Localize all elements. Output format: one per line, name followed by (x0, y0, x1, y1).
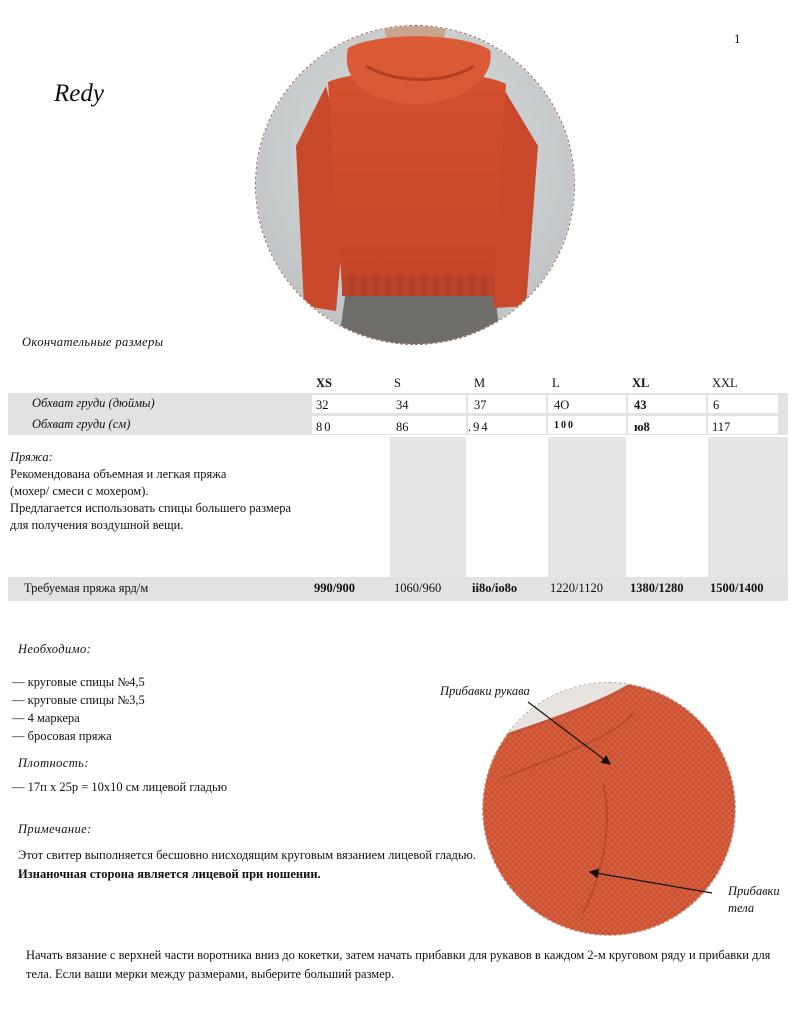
table-cell: 80 (316, 420, 333, 434)
yarn-line: Рекомендована объемная и легкая пряжа (10, 467, 227, 481)
yarn-heading: Пряжа: (10, 450, 53, 464)
table-cell: 1220/1120 (550, 581, 604, 595)
instructions-text: Начать вязание с верхней части воротника вниз до кокетки, затем начать прибавки для рукавов в каждом 2-м круговом ряду и прибавки для тела. Если ваши мерки между размерами, выберите больший размер. (26, 948, 771, 981)
list-item: — круговые спицы №3,5 (12, 693, 145, 707)
required-yarn-label: Требуемая пряжа ярд/м (24, 581, 149, 595)
table-cell: 32 (316, 398, 329, 412)
yarn-line: Предлагается использовать спицы большего размера (10, 501, 292, 515)
size-col-s: S (394, 376, 401, 390)
table-cell: .94 (468, 420, 490, 434)
table-cell: ю8 (634, 420, 650, 434)
size-col-m: M (474, 376, 486, 390)
body-increases-label-line2: тела (728, 901, 755, 915)
table-cell: ii8o/io8o (472, 581, 518, 595)
size-col-l: L (552, 376, 560, 390)
page-number: 1 (734, 31, 741, 46)
table-cell: 1060/960 (394, 581, 442, 595)
table-cell: 34 (396, 398, 409, 412)
gauge-text: — 17п х 25р = 10x10 см лицевой гладью (12, 780, 228, 794)
row-label-chest-inches: Обхват груди (дюймы) (32, 396, 155, 410)
document-title: Redy (54, 80, 104, 107)
sizes-heading: Окончательные размеры (22, 335, 164, 349)
note-heading: Примечание: (18, 822, 92, 836)
note-text-plain: Этот свитер выполняется бесшовно нисходящим круговым вязанием лицевой гладью. (18, 848, 477, 862)
yarn-line: для получения воздушной вещи. (10, 518, 184, 532)
table-cell: 6 (712, 398, 720, 412)
table-cell: 1380/1280 (630, 581, 684, 595)
list-item: — бросовая пряжа (12, 729, 112, 743)
table-cell: 990/900 (314, 581, 355, 595)
size-col-xxl: XXL (712, 376, 738, 390)
table-cell: 117 (712, 420, 731, 434)
table-cell: 86 (396, 420, 409, 434)
sleeve-increases-label: Прибавки рукава (440, 684, 530, 698)
needed-heading: Необходимо: (18, 642, 92, 656)
table-cell: 100 (554, 420, 575, 431)
table-cell: 43 (634, 398, 647, 412)
note-text-bold: Изнаночная сторона является лицевой при ношении. (18, 867, 321, 881)
table-cell: 4O (554, 398, 570, 412)
gauge-heading: Плотность: (18, 756, 89, 770)
table-cell: 37 (474, 398, 487, 412)
row-label-chest-cm: Обхват груди (см) (32, 417, 131, 431)
yarn-line: (мохер/ смеси с мохером). (10, 484, 149, 498)
table-cell: 1500/1400 (710, 581, 764, 595)
size-col-xs: XS (316, 376, 332, 390)
list-item: — 4 маркера (12, 711, 80, 725)
size-col-xl: XL (632, 376, 650, 390)
list-item: — круговые спицы №4,5 (12, 675, 145, 689)
body-increases-label-line1: Прибавки (728, 884, 780, 898)
